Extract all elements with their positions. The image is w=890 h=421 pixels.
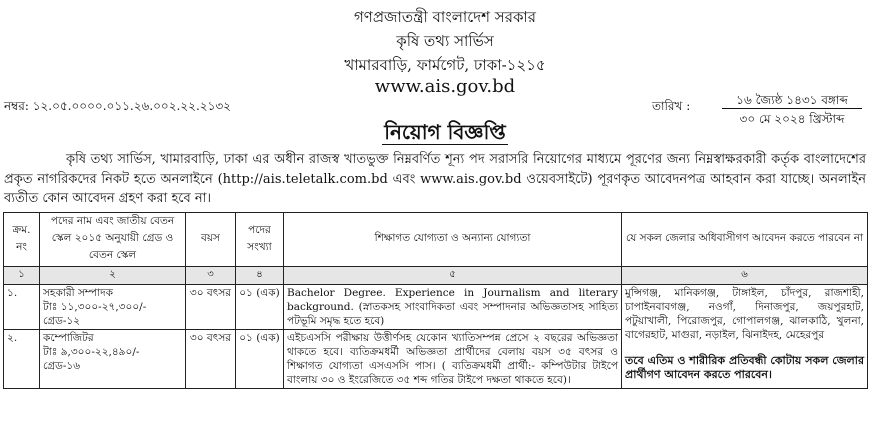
date-english: ৩০ মে ২০২৪ খ্রিস্টাব্দ <box>739 112 845 126</box>
vacancy-table <box>3 212 868 389</box>
col-number: ১ <box>4 267 40 285</box>
col-number: ৪ <box>236 267 284 285</box>
row-post <box>40 285 186 330</box>
col-number: ৫ <box>284 267 622 285</box>
row-post <box>40 330 186 389</box>
post-name: কম্পোজিটর <box>43 332 94 344</box>
date-bangla: ১৬ জ্যৈষ্ঠ ১৪৩১ বঙ্গাব্দ <box>736 93 848 107</box>
col-number: ২ <box>40 267 186 285</box>
row-age: ৩০ বৎসর <box>186 285 236 330</box>
row-age: ৩০ বৎসর <box>186 330 236 389</box>
date-divider <box>722 108 862 109</box>
restricted-districts <box>622 285 868 389</box>
website: www.ais.gov.bd <box>374 76 516 97</box>
row-qualification: এইচএসসি পরীক্ষায় উত্তীর্ণসহ যেকোন খ্যাতিসম্পন্ন প্রেসে ২ বছরের অভিজ্ঞতা থাকতে হবে। ব্যতিক্রমধর্মী অভিজ্ঞতা প্রার্থীদের বেলায় বয়স ৩৫ বৎসর ও শিক্ষাগত যোগ্যতা এসএসসি পাস। ( ব্যতিক্রমধর্মী প্রার্থী:- কম্পিউটার টাইপে বাংলায় ৩০ ও ইংরেজিতে ৩৫ শব্দ গতির টাইপে দক্ষতা থাকতে হবে)। <box>284 330 622 389</box>
column-number-row <box>4 267 868 285</box>
header-qualification: শিক্ষাগত যোগ্যতা ও অন্যান্য যোগ্যতা <box>284 213 622 267</box>
pay-scale: টাঃ ৯,৩০০-২২,৪৯০/- <box>43 346 140 358</box>
col-number: ৩ <box>186 267 236 285</box>
notice-title-text: নিয়োগ বিজ্ঞপ্তি <box>384 120 506 144</box>
table-header-row <box>4 213 868 267</box>
row-qualification: Bachelor Degree. Experience in Journalism and literary background. (স্নাতকসহ সাংবাদিকতা এবং সম্পাদনার অভিজ্ঞতাসহ সাহিত্য পটভূমি সমৃদ্ধ হতে হবে) <box>284 285 622 330</box>
pay-grade: গ্রেড-১২ <box>43 315 81 327</box>
col-number: ৬ <box>622 267 868 285</box>
district-list: মুন্সিগঞ্জ, মানিকগঞ্জ, টাঙ্গাইল, চাঁদপুর, রাজশাহী, চাপাইনবাবগঞ্জ, নওগাঁ, দিনাজপুর, জয়পুরহাট, পটুয়াখালী, পিরোজপুর, গোপালগঞ্জ, ঝালকাঠি, খুলনা, বাগেরহাট, মাগুরা, নড়াইল, ঝিনাইদহ, মেহেরপুর <box>625 287 864 341</box>
row-serial: ২. <box>4 330 40 389</box>
header-post: পদের নাম এবং জাতীয় বেতন স্কেল ২০১৫ অনুযায়ী গ্রেড ও বেতন স্কেল <box>40 213 186 267</box>
quota-note: তবে এতিম ও শারীরিক প্রতিবন্ধী কোটায় সকল জেলার প্রার্থীগণ আবেদন করতে পারবেন। <box>625 354 864 381</box>
header-serial: ক্রম. নং <box>4 213 40 267</box>
row-count: ০১ (এক) <box>236 330 284 389</box>
pay-scale: টাঃ ১১,৩০০-২৭,৩০০/- <box>43 301 147 313</box>
post-name: সহকারী সম্পাদক <box>43 287 113 299</box>
header-count: পদের সংখ্যা <box>236 213 284 267</box>
date-label: তারিখ : <box>652 99 691 113</box>
row-serial: ১. <box>4 285 40 330</box>
row-count: ০১ (এক) <box>236 285 284 330</box>
intro-paragraph: কৃষি তথ্য সার্ভিস, খামারবাড়ি, ঢাকা এর অধীন রাজস্ব খাতভুক্ত নিম্নবর্ণিত শূন্য পদ সরাসরি নিয়োগের মাধ্যমে পূরণের জন্য নিম্নস্বাক্ষরকারী কর্তৃক বাংলাদেশের প্রকৃত নাগরিকদের নিকট হতে অনলাইনে (http://ais.teletalk.com.bd এবং www.ais.gov.bd ওয়েবসাইটে) পূরণকৃত আবেদনপত্র আহবান করা যাচ্ছে। অনলাইন ব্যতীত কোন আবেদন গ্রহণ করা হবে না। <box>4 152 866 206</box>
header-age: বয়স <box>186 213 236 267</box>
pay-grade: গ্রেড-১৬ <box>43 360 81 372</box>
header-districts: যে সকল জেলার অধিবাসীগণ আবেদন করতে পারবেন না <box>622 213 868 267</box>
notice-title <box>0 118 890 151</box>
office-address: খামারবাড়ি, ফার্মগেট, ঢাকা-১২১৫ <box>344 56 546 74</box>
memo-number: নম্বর: ১২.০৫.০০০০.০১১.২৬.০০২.২২.২১৩২ <box>4 99 231 113</box>
office-name: কৃষি তথ্য সার্ভিস <box>396 32 494 50</box>
table-row <box>4 285 868 330</box>
govt-name: গণপ্রজাতন্ত্রী বাংলাদেশ সরকার <box>353 8 537 26</box>
